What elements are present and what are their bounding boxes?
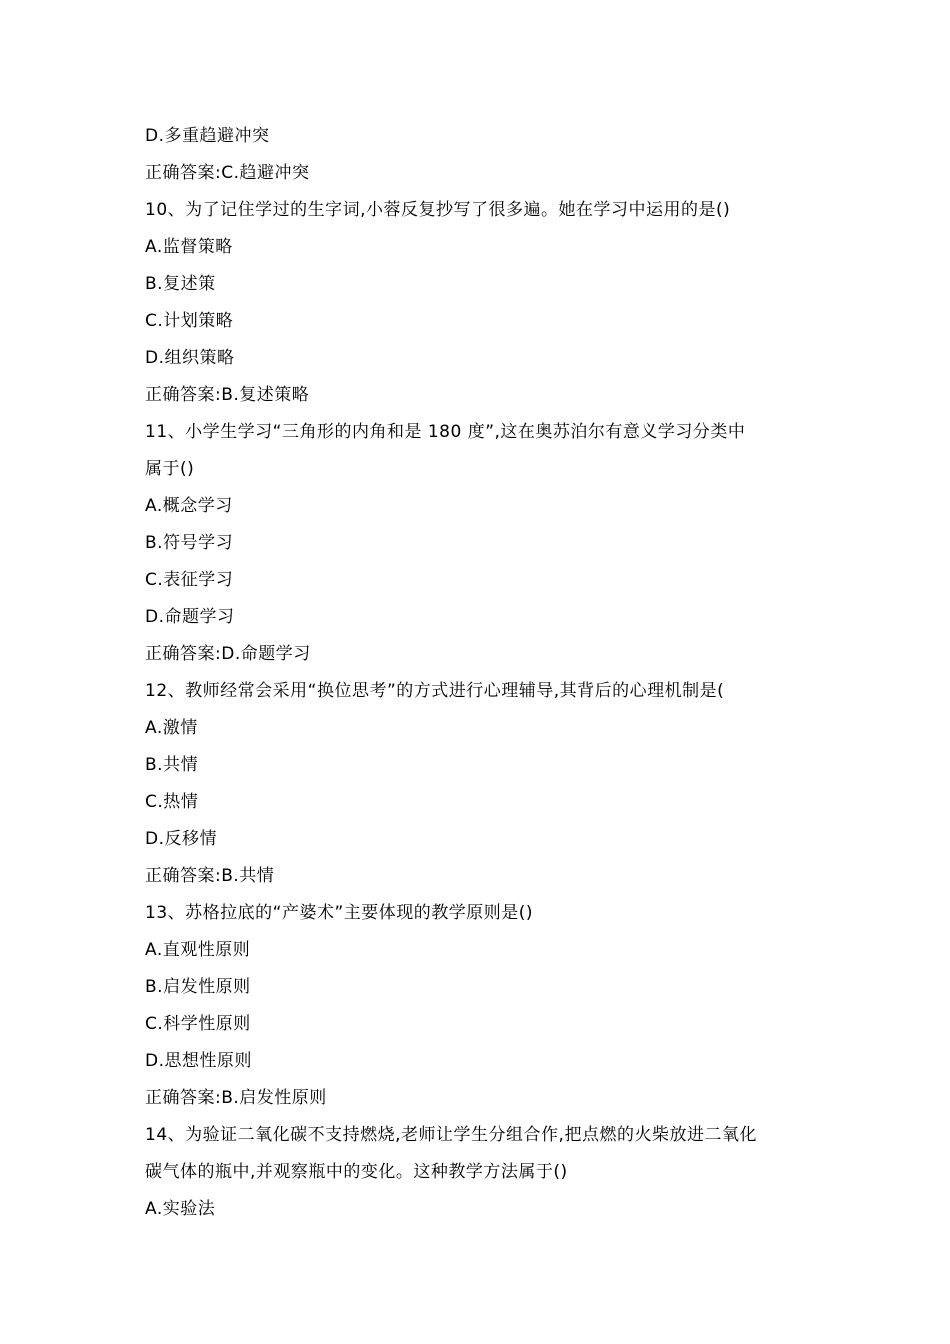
option-d-q12: D.反移情 [145, 829, 217, 849]
option-d-q11: D.命题学习 [145, 607, 235, 627]
question-14-line-1: 14、为验证二氧化碳不支持燃烧,老师让学生分组合作,把点燃的火柴放进二氧化 [145, 1125, 757, 1145]
answer-q12: 正确答案:B.共情 [145, 866, 275, 886]
option-d-q9: D.多重趋避冲突 [145, 126, 270, 146]
answer-q10: 正确答案:B.复述策略 [145, 385, 310, 405]
option-b-q11: B.符号学习 [145, 533, 234, 553]
option-d-q10: D.组织策略 [145, 348, 235, 368]
option-a-q10: A.监督策略 [145, 237, 233, 257]
option-b-q10: B.复述策 [145, 274, 216, 294]
option-b-q13: B.启发性原则 [145, 977, 251, 997]
option-d-q13: D.思想性原则 [145, 1051, 252, 1071]
question-11-line-2: 属于() [145, 459, 195, 479]
question-14-line-2: 碳气体的瓶中,并观察瓶中的变化。这种教学方法属于() [145, 1162, 568, 1182]
question-13: 13、苏格拉底的“产婆术”主要体现的教学原则是() [145, 903, 534, 923]
option-a-q11: A.概念学习 [145, 496, 233, 516]
question-10: 10、为了记住学过的生字词,小蓉反复抄写了很多遍。她在学习中运用的是() [145, 200, 731, 220]
option-c-q12: C.热情 [145, 792, 199, 812]
option-a-q13: A.直观性原则 [145, 940, 251, 960]
question-11-line-1: 11、小学生学习“三角形的内角和是 180 度”,这在奥苏泊尔有意义学习分类中 [145, 422, 746, 442]
answer-q9: 正确答案:C.趋避冲突 [145, 163, 310, 183]
option-a-q12: A.激情 [145, 718, 198, 738]
option-a-q14: A.实验法 [145, 1199, 216, 1219]
option-c-q10: C.计划策略 [145, 311, 234, 331]
question-12: 12、教师经常会采用“换位思考”的方式进行心理辅导,其背后的心理机制是( [145, 681, 725, 701]
answer-q11: 正确答案:D.命题学习 [145, 644, 311, 664]
document-body [145, 118, 825, 1228]
option-c-q11: C.表征学习 [145, 570, 234, 590]
option-c-q13: C.科学性原则 [145, 1014, 251, 1034]
option-b-q12: B.共情 [145, 755, 199, 775]
answer-q13: 正确答案:B.启发性原则 [145, 1088, 327, 1108]
